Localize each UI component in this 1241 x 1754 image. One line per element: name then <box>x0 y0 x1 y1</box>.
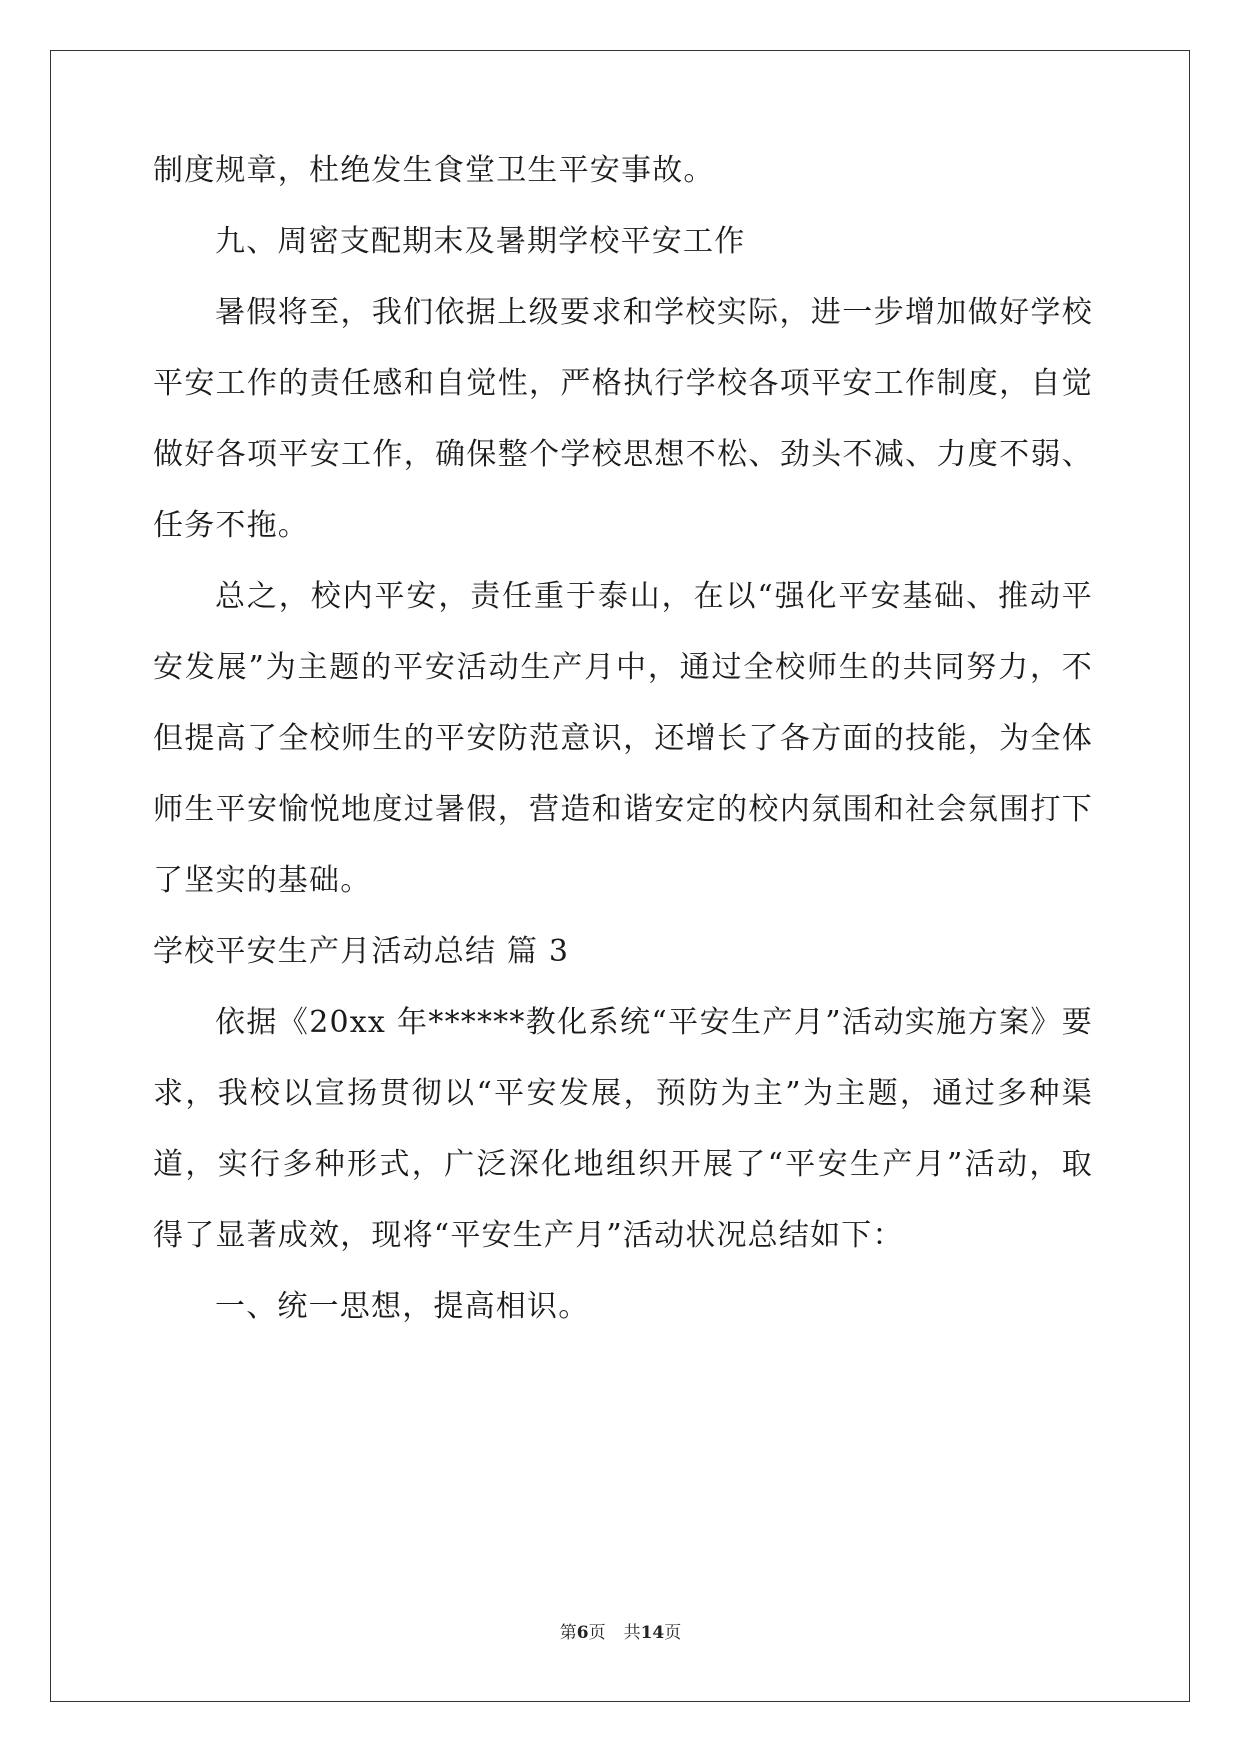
section-heading: 一、统一思想，提高相识。 <box>215 1289 590 1324</box>
paragraph-line: 任务不拖。 <box>153 508 309 543</box>
paragraph-line: 平安工作的责任感和自觉性，严格执行学校各项平安工作制度，自觉 <box>153 366 1093 401</box>
article-title: 学校平安生产月活动总结 篇 3 <box>153 934 570 969</box>
paragraph-line: 暑假将至，我们依据上级要求和学校实际，进一步增加做好学校 <box>215 295 1093 330</box>
section-heading: 九、周密支配期末及暑期学校平安工作 <box>215 224 746 259</box>
paragraph-line: 道，实行多种形式，广泛深化地组织开展了“平安生产月”活动，取 <box>153 1147 1093 1182</box>
paragraph-line: 求，我校以宣扬贯彻以“平安发展，预防为主”为主题，通过多种渠 <box>153 1076 1093 1111</box>
page-suffix: 页 <box>588 1623 606 1643</box>
page-prefix: 第 <box>559 1623 577 1643</box>
paragraph-line: 总之，校内平安，责任重于泰山，在以“强化平安基础、推动平 <box>215 579 1093 614</box>
paragraph-line: 得了显著成效，现将“平安生产月”活动状况总结如下： <box>153 1218 904 1253</box>
paragraph-line: 但提高了全校师生的平安防范意识，还增长了各方面的技能，为全体 <box>153 721 1093 756</box>
page-number: 6 <box>576 1623 589 1643</box>
total-prefix: 共 <box>623 1623 641 1643</box>
total-pages: 14 <box>640 1623 665 1643</box>
paragraph-line: 做好各项平安工作，确保整个学校思想不松、劲头不减、力度不弱、 <box>153 437 1093 472</box>
paragraph-line: 了坚实的基础。 <box>153 863 372 898</box>
total-suffix: 页 <box>664 1623 682 1643</box>
paragraph-line: 制度规章，杜绝发生食堂卫生平安事故。 <box>153 153 715 188</box>
paragraph-line: 安发展”为主题的平安活动生产月中，通过全校师生的共同努力，不 <box>153 650 1093 685</box>
page-footer <box>0 1618 1241 1643</box>
paragraph-line: 师生平安愉悦地度过暑假，营造和谐安定的校内氛围和社会氛围打下 <box>153 792 1093 827</box>
paragraph-line: 依据《20xx 年******教化系统“平安生产月”活动实施方案》要 <box>215 1005 1093 1040</box>
